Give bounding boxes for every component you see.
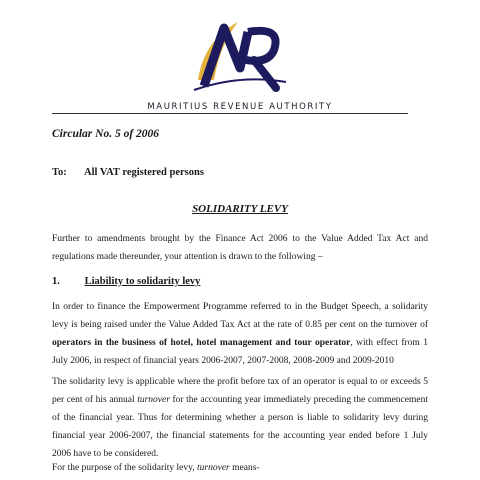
section-number: 1. xyxy=(52,276,60,287)
para3-text-b: means- xyxy=(229,463,260,473)
paragraph-applicability xyxy=(52,373,428,463)
logo-letter-r-bowl xyxy=(246,31,276,61)
to-label: To: xyxy=(52,167,67,178)
header-divider xyxy=(52,113,408,114)
recipients-line xyxy=(52,167,204,178)
para3-italic: turnover xyxy=(197,463,230,473)
para1-bold: operators in the business of hotel, hotel management and tour operator xyxy=(52,338,351,348)
para1-text-b: , with effect from 1 July 2006, in respect of financial years 2006-2007, 2007-2008, 2008-2009 and 2009-2010 xyxy=(52,338,428,366)
logo-letter-m xyxy=(204,28,248,86)
paragraph-turnover xyxy=(52,459,428,477)
para2-italic: turnover xyxy=(137,395,170,405)
para2-text-b: for the accounting year immediately preceding the commencement of the financial year. Thus for determining whether a person is liable to solidarity levy during financial year 2006-2007, the financial statements for the accounting year ended before 1 July 2006 have to be considered. xyxy=(52,395,428,459)
mra-logo-mark xyxy=(190,10,290,92)
para2-text-a: The solidarity levy is applicable where the profit before tax of an operator is equal to or exceeds 5 per cent of his annual xyxy=(52,377,428,405)
paragraph-liability xyxy=(52,298,428,370)
circular-number: Circular No. 5 of 2006 xyxy=(52,128,160,140)
para3-text-a: For the purpose of the solidarity levy, xyxy=(52,463,198,473)
section-heading xyxy=(52,276,200,287)
recipients-value: All VAT registered persons xyxy=(84,167,204,178)
document-heading: SOLIDARITY LEVY xyxy=(192,203,288,215)
mra-logo xyxy=(0,10,480,110)
intro-paragraph: Further to amendments brought by the Finance Act 2006 to the Value Added Tax Act and regulations made thereunder, your attention is drawn to the following – xyxy=(52,234,428,262)
section-title: Liability to solidarity levy xyxy=(84,276,201,287)
logo-letter-r-leg xyxy=(254,60,276,88)
org-name: MAURITIUS REVENUE AUTHORITY xyxy=(147,102,333,112)
para1-text-a: In order to finance the Empowerment Programme referred to in the Budget Speech, a solidarity levy is being raised under the Value Added Tax Act at the rate of 0.85 per cent on the turnover of xyxy=(52,302,428,330)
